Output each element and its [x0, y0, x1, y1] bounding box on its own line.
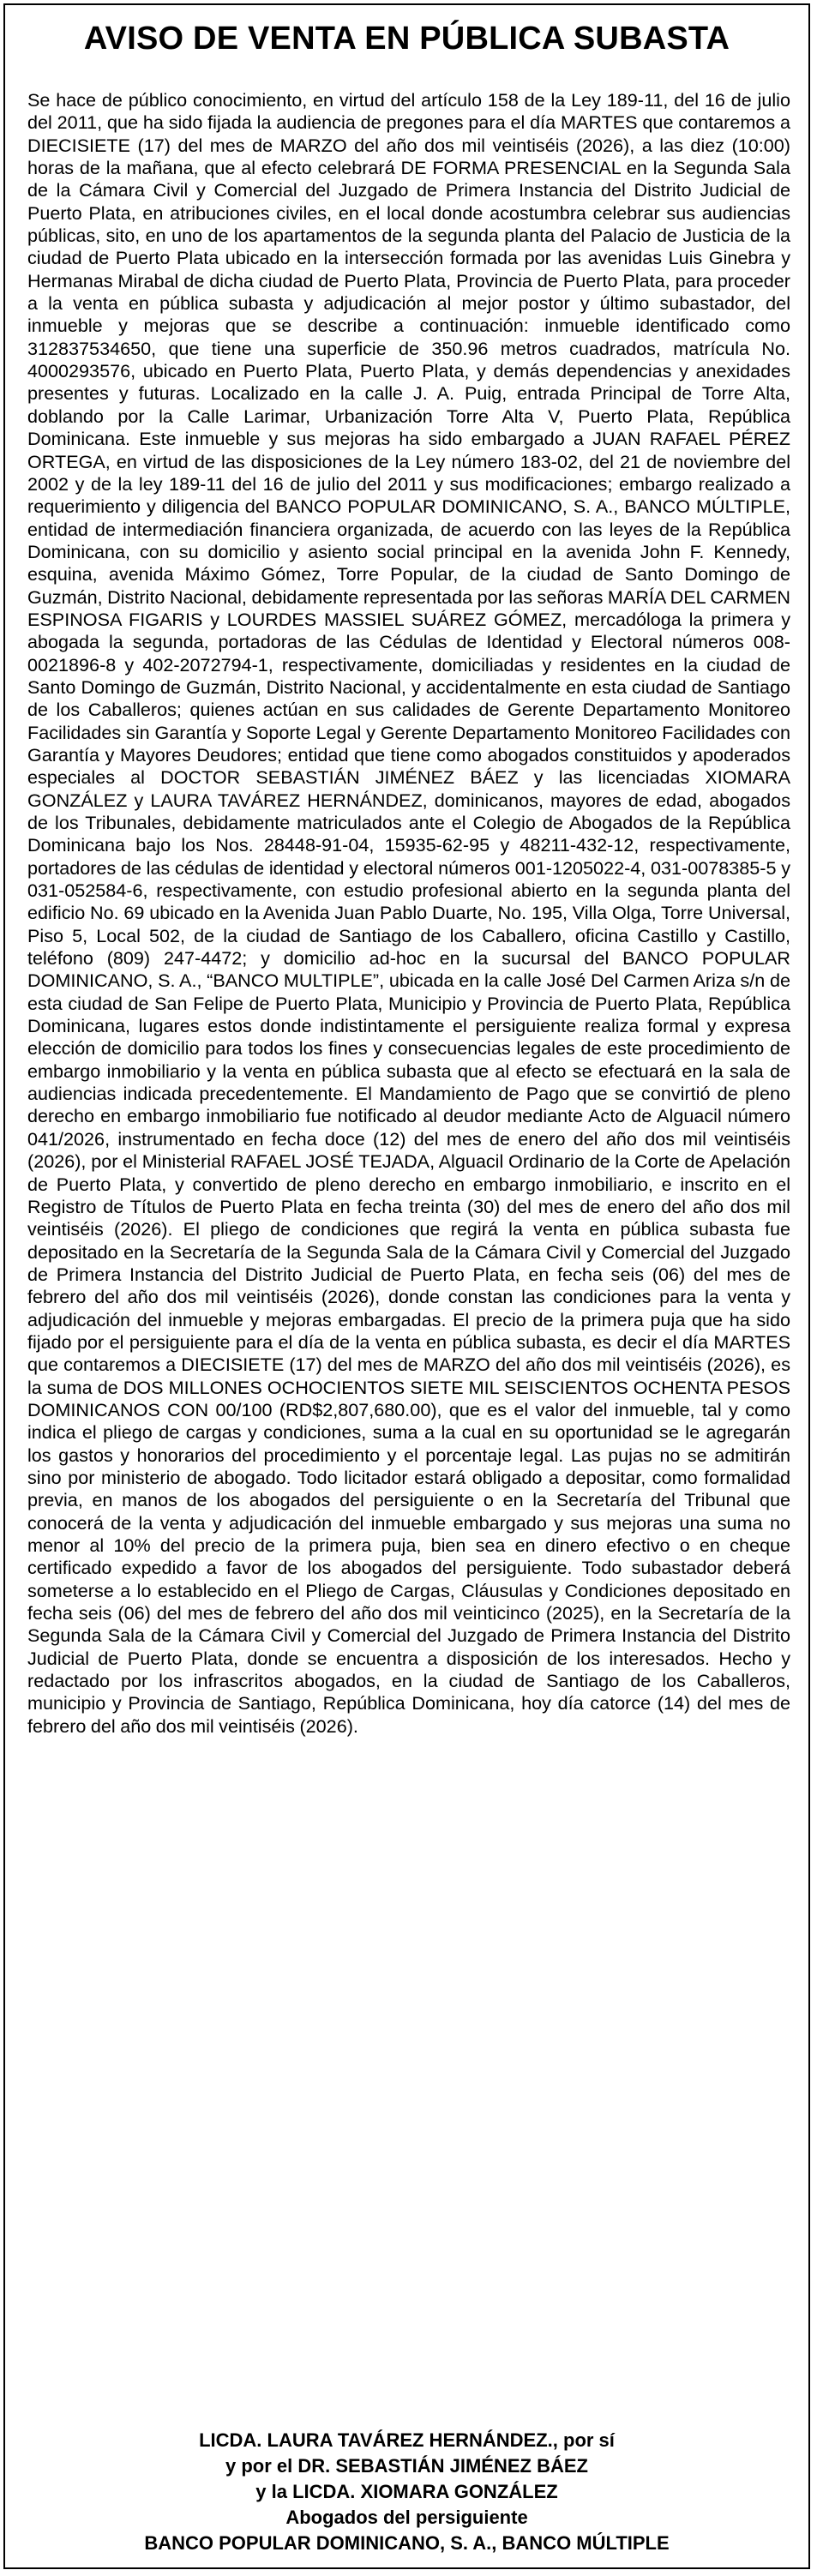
signature-line-3: y la LICDA. XIOMARA GONZÁLEZ [255, 2481, 558, 2502]
signature-block [5, 2428, 808, 2556]
signature-line-5: BANCO POPULAR DOMINICANO, S. A., BANCO MÚLTIPLE [144, 2532, 670, 2554]
signature-line-4: Abogados del persiguiente [285, 2507, 528, 2528]
notice-body: Se hace de público conocimiento, en virtud del artículo 158 de la Ley 189-11, del 16 de julio del 2011, que ha sido fijada la audiencia de pregones para el día MARTES que contaremos a DIECISIETE (17) del mes de MARZO del año dos mil veintiséis (2026), a las diez (10:00) horas de la mañana, que al efecto celebrará DE FORMA PRESENCIAL en la Segunda Sala de la Cámara Civil y Comercial del Juzgado de Primera Instancia del Distrito Judicial de Puerto Plata, en atribuciones civiles, en el local donde acostumbra celebrar sus audiencias públicas, sito, en uno de los apartamentos de la segunda planta del Palacio de Justicia de la ciudad de Puerto Plata ubicado en la intersección formada por las avenidas Luis Ginebra y Hermanas Mirabal de dicha ciudad de Puerto Plata, Provincia de Puerto Plata, para proceder a la venta en pública subasta y adjudicación al mejor postor y último subastador, del inmueble y mejoras que se describe a continuación: inmueble identificado como 312837534650, que tiene una superficie de 350.96 metros cuadrados, matrícula No. 4000293576, ubicado en Puerto Plata, Puerto Plata, y demás dependencias y anexidades presentes y futuras. Localizado en la calle J. A. Puig, entrada Principal de Torre Alta, doblando por la Calle Larimar, Urbanización Torre Alta V, Puerto Plata, República Dominicana. Este inmueble y sus mejoras ha sido embargado a JUAN RAFAEL PÉREZ ORTEGA, en virtud de las disposiciones de la Ley número 183-02, del 21 de noviembre del 2002 y de la ley 189-11 del 16 de julio del 2011 y sus modificaciones; embargo realizado a requerimiento y diligencia del BANCO POPULAR DOMINICANO, S. A., BANCO MÚLTIPLE, entidad de intermediación financiera organizada, de acuerdo con las leyes de la República Dominicana, con su domicilio y asiento social principal en la avenida John F. Kennedy, esquina, avenida Máximo Gómez, Torre Popular, de la ciudad de Santo Domingo de Guzmán, Distrito Nacional, debidamente representada por las señoras MARÍA DEL CARMEN ESPINOSA FIGARIS y LOURDES MASSIEL SUÁREZ GÓMEZ, mercadóloga la primera y abogada la segunda, portadoras de las Cédulas de Identidad y Electoral números 008-0021896-8 y 402-2072794-1, respectivamente, domiciliadas y residentes en la ciudad de Santo Domingo de Guzmán, Distrito Nacional, y accidentalmente en esta ciudad de Santiago de los Caballeros; quienes actúan en sus calidades de Gerente Departamento Monitoreo Facilidades sin Garantía y Soporte Legal y Gerente Departamento Monitoreo Facilidades con Garantía y Mayores Deudores; entidad que tiene como abogados constituidos y apoderados especiales al DOCTOR SEBASTIÁN JIMÉNEZ BÁEZ y las licenciadas XIOMARA GONZÁLEZ y LAURA TAVÁREZ HERNÁNDEZ, dominicanos, mayores de edad, abogados de los Tribunales, debidamente matriculados ante el Colegio de Abogados de la República Dominicana bajo los Nos. 28448-91-04, 15935-62-95 y 48211-432-12, respectivamente, portadores de las cédulas de identidad y electoral números 001-1205022-4, 031-0078385-5 y 031-052584-6, respectivamente, con estudio profesional abierto en la segunda planta del edificio No. 69 ubicado en la Avenida Juan Pablo Duarte, No. 195, Villa Olga, Torre Universal, Piso 5, Local 502, de la ciudad de Santiago de los Caballero, oficina Castillo y Castillo, teléfono (809) 247-4472; y domicilio ad-hoc en la sucursal del BANCO POPULAR DOMINICANO, S. A., “BANCO MULTIPLE”, ubicada en la calle José Del Carmen Ariza s/n de esta ciudad de San Felipe de Puerto Plata, Municipio y Provincia de Puerto Plata, República Dominicana, lugares estos donde indistintamente el persiguiente realiza formal y expresa elección de domicilio para todos los fines y consecuencias legales de este procedimiento de embargo inmobiliario y la venta en pública subasta que al efecto se efectuará en la sala de audiencias indicada precedentemente. El Mandamiento de Pago que se convirtió de pleno derecho en embargo inmobiliario fue notificado al deudor mediante Acto de Alguacil número 041/2026, instrumentado en fecha doce (12) del mes de enero del año dos mil veintiséis (2026), por el Ministerial RAFAEL JOSÉ TEJADA, Alguacil Ordinario de la Corte de Apelación de Puerto Plata, y convertido de pleno derecho en embargo inmobiliario, e inscrito en el Registro de Títulos de Puerto Plata en fecha treinta (30) del mes de enero del año dos mil veintiséis (2026). El pliego de condiciones que regirá la venta en pública subasta fue depositado en la Secretaría de la Segunda Sala de la Cámara Civil y Comercial del Juzgado de Primera Instancia del Distrito Judicial de Puerto Plata, en fecha seis (06) del mes de febrero del año dos mil veintiséis (2026), donde constan las condiciones para la venta y adjudicación del inmueble y mejoras embargadas. El precio de la primera puja que ha sido fijado por el persiguiente para el día de la venta en pública subasta, es decir el día MARTES que contaremos a DIECISIETE (17) del mes de MARZO del año dos mil veintiséis (2026), es la suma de DOS MILLONES OCHOCIENTOS SIETE MIL SEISCIENTOS OCHENTA PESOS DOMINICANOS CON 00/100 (RD$2,807,680.00), que es el valor del inmueble, tal y como indica el pliego de cargas y condiciones, suma a la cual en su oportunidad se le agregarán los gastos y honorarios del procedimiento y el porcentaje legal. Las pujas no se admitirán sino por ministerio de abogado. Todo licitador estará obligado a depositar, como formalidad previa, en manos de los abogados del persiguiente o en la Secretaría del Tribunal que conocerá de la venta y adjudicación del inmueble embargado y sus mejoras una suma no menor al 10% del precio de la primera puja, bien sea en dinero efectivo o en cheque certificado expedido a favor de los abogados del persiguiente. Todo subastador deberá someterse a lo establecido en el Pliego de Cargas, Cláusulas y Condiciones depositado en fecha seis (06) del mes de febrero del año dos mil veinticinco (2025), en la Secretaría de la Segunda Sala de la Cámara Civil y Comercial del Juzgado de Primera Instancia del Distrito Judicial de Puerto Plata, donde se encuentra a disposición de los interesados. Hecho y redactado por los infrascritos abogados, en la ciudad de Santiago de los Caballeros, municipio y Provincia de Santiago, República Dominicana, hoy día catorce (14) del mes de febrero del año dos mil veintiséis (2026). [27, 89, 790, 1737]
signature-line-2: y por el DR. SEBASTIÁN JIMÉNEZ BÁEZ [225, 2455, 588, 2477]
notice-frame [3, 3, 810, 2569]
signature-line-1: LICDA. LAURA TAVÁREZ HERNÁNDEZ., por sí [199, 2429, 615, 2451]
notice-title: AVISO DE VENTA EN PÚBLICA SUBASTA [83, 21, 730, 57]
